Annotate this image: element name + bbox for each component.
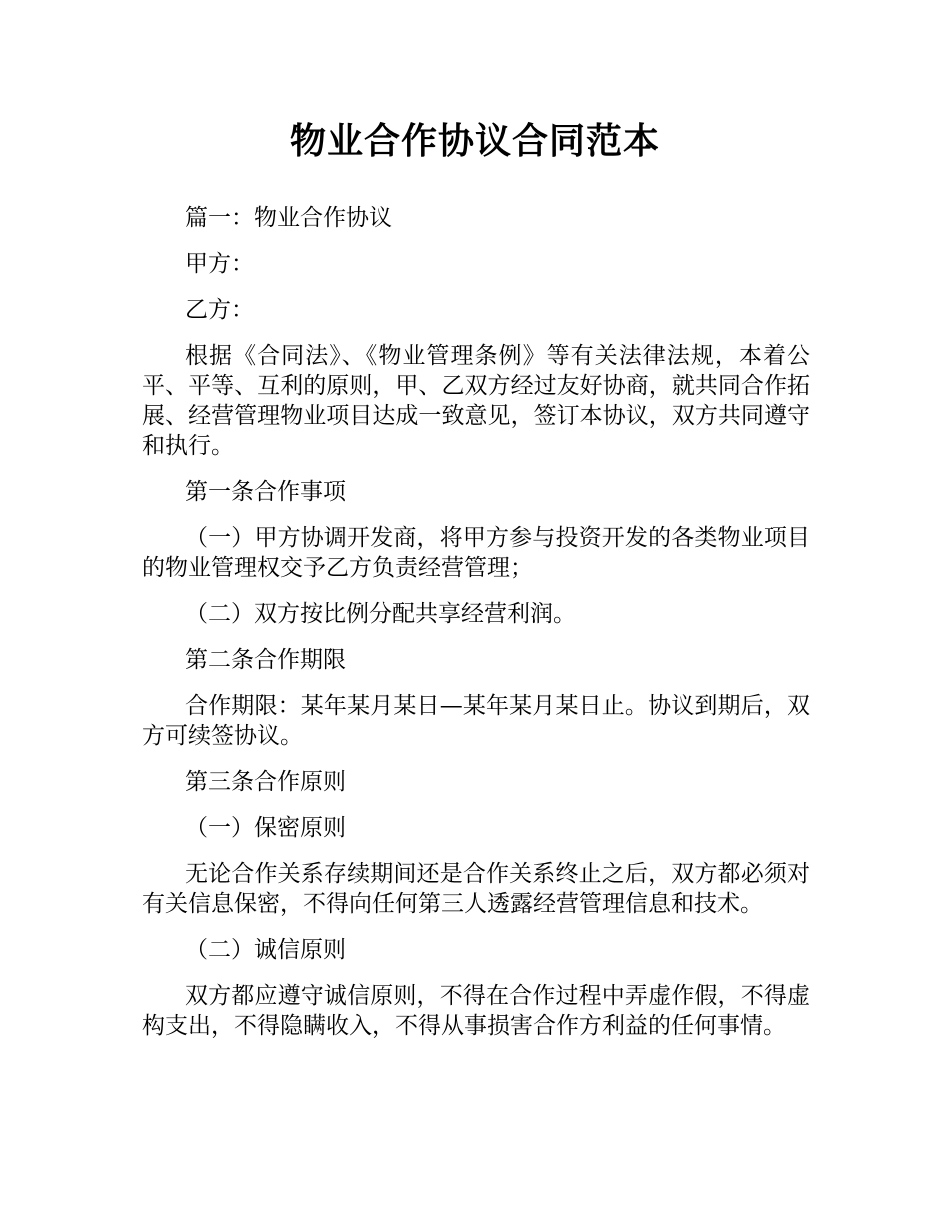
preamble-paragraph: 根据《合同法》、《物业管理条例》等有关法律法规，本着公平、平等、互利的原则，甲、乙双方经过友好协商，就共同合作拓展、经营管理物业项目达成一致意见，签订本协议，双方共同遵守和执行。 [142, 343, 810, 459]
article-2-heading: 第二条合作期限 [185, 647, 346, 673]
party-a-line: 甲方： [185, 251, 254, 277]
document-body [142, 203, 810, 1057]
article-2-paragraph: 合作期限：某年某月某日—某年某月某日止。协议到期后，双方可续签协议。 [142, 693, 810, 749]
document-title: 物业合作协议合同范本 [289, 121, 660, 162]
section-heading: 篇一：物业合作协议 [185, 205, 392, 231]
article-3-item-1-heading: （一）保密原则 [185, 815, 346, 841]
article-1-item-2: （二）双方按比例分配共享经营利润。 [185, 601, 576, 627]
article-3-item-2-heading: （二）诚信原则 [185, 937, 346, 963]
article-1-item-1: （一）甲方协调开发商，将甲方参与投资开发的各类物业项目的物业管理权交予乙方负责经营管理； [142, 525, 810, 581]
article-3-item-2-paragraph: 双方都应遵守诚信原则，不得在合作过程中弄虚作假，不得虚构支出，不得隐瞒收入，不得从事损害合作方利益的任何事情。 [142, 983, 810, 1039]
article-3-item-1-paragraph: 无论合作关系存续期间还是合作关系终止之后，双方都必须对有关信息保密，不得向任何第三人透露经营管理信息和技术。 [142, 861, 810, 917]
party-b-line: 乙方： [185, 297, 254, 323]
article-3-heading: 第三条合作原则 [185, 769, 346, 795]
article-1-heading: 第一条合作事项 [185, 479, 346, 505]
